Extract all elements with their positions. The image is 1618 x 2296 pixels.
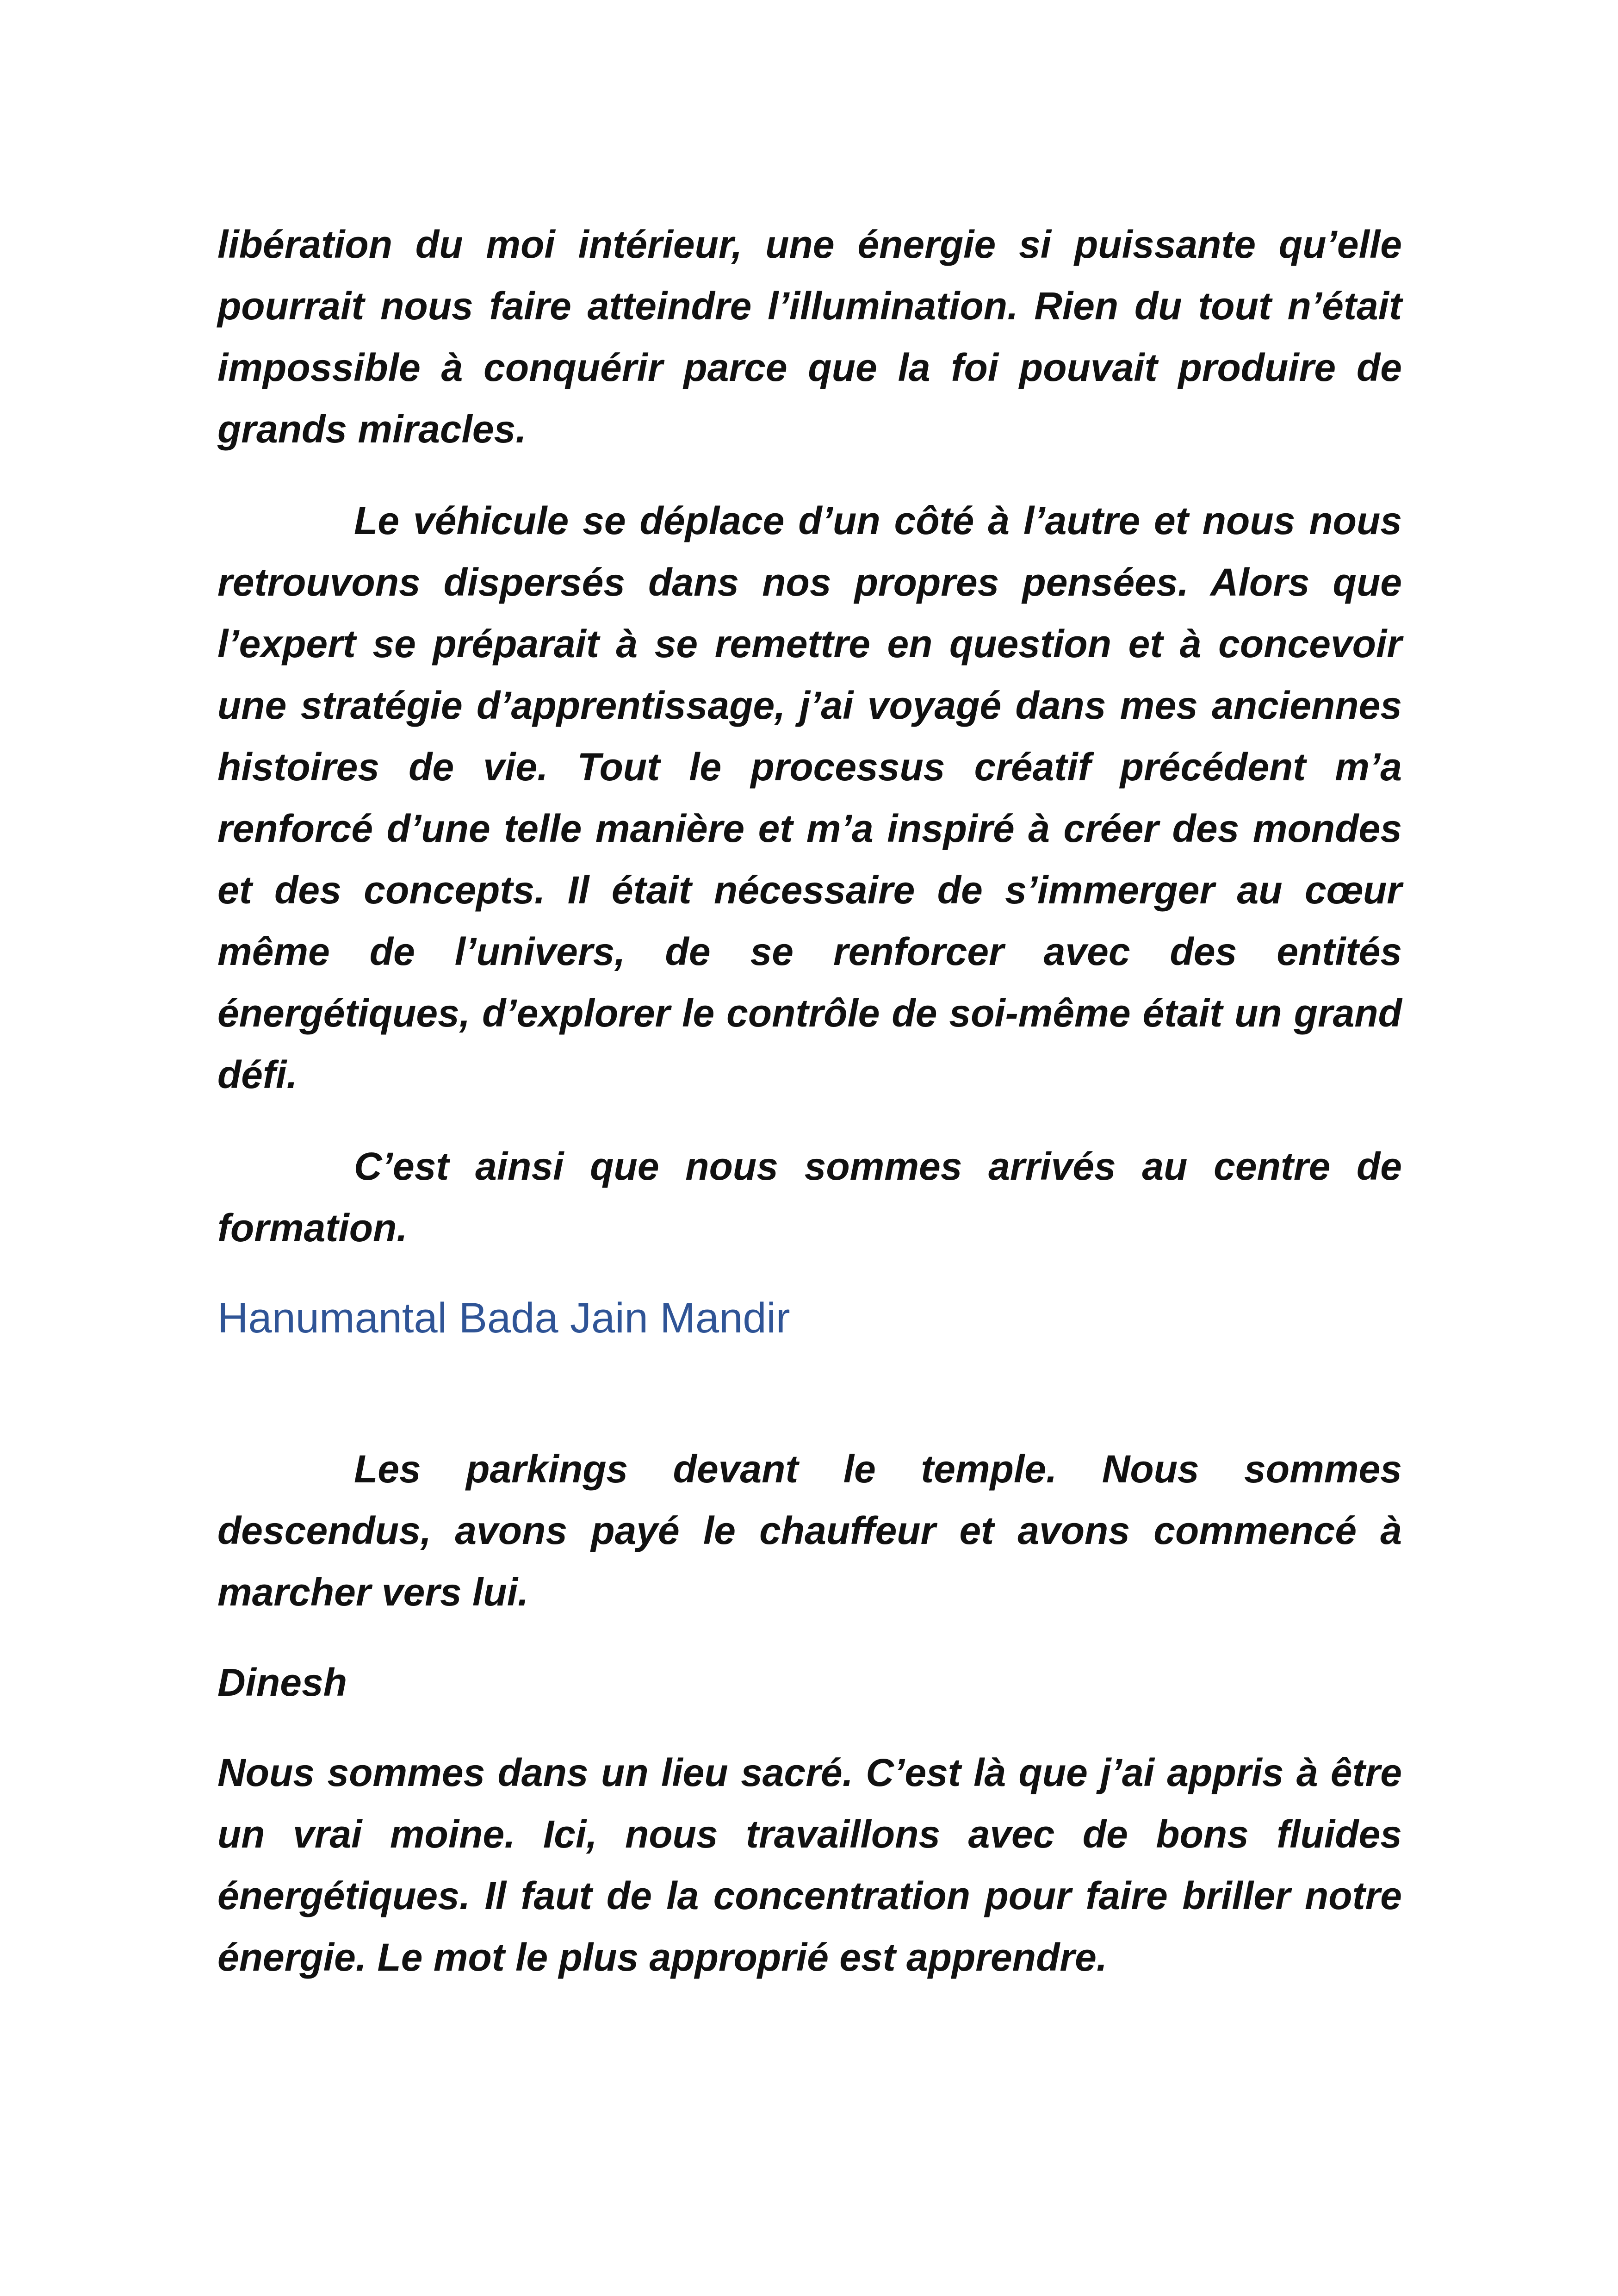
paragraph-vehicle: Le véhicule se déplace d’un côté à l’autre et nous nous retrouvons dispersés dans nos propres pensées. Alors que l’expert se préparait à se remettre en question et à concevoir une stratégie d’apprentissage, j’ai voyagé dans mes anciennes histoires de vie. Tout le processus créatif précédent m’a renforcé d’une telle manière et m’a inspiré à créer des mondes et des concepts. Il était nécessaire de s’immerger au cœur même de l’univers, de se renforcer avec des entités énergétiques, d’explorer le contrôle de soi-même était un grand défi. [217,499,1402,1096]
paragraph-dialogue: Nous sommes dans un lieu sacré. C’est là que j’ai appris à être un vrai moine. Ici, nous travaillons avec de bons fluides énergétiques. Il faut de la concentration pour faire briller notre énergie. Le mot le plus approprié est apprendre. [217,1751,1402,1979]
paragraph-liberation: libération du moi intérieur, une énergie si puissante qu’elle pourrait nous faire atteindre l’illumination. Rien du tout n’était impossible à conquérir parce que la foi pouvait produire de grands miracles. [217,223,1402,451]
section-heading: Hanumantal Bada Jain Mandir [217,1294,790,1342]
document-page [217,214,1402,1988]
paragraph-parking: Les parkings devant le temple. Nous sommes descendus, avons payé le chauffeur et avons commencé à marcher vers lui. [217,1447,1402,1614]
speaker-name: Dinesh [217,1661,347,1704]
paragraph-arrival: C’est ainsi que nous sommes arrivés au centre de formation. [217,1145,1402,1250]
